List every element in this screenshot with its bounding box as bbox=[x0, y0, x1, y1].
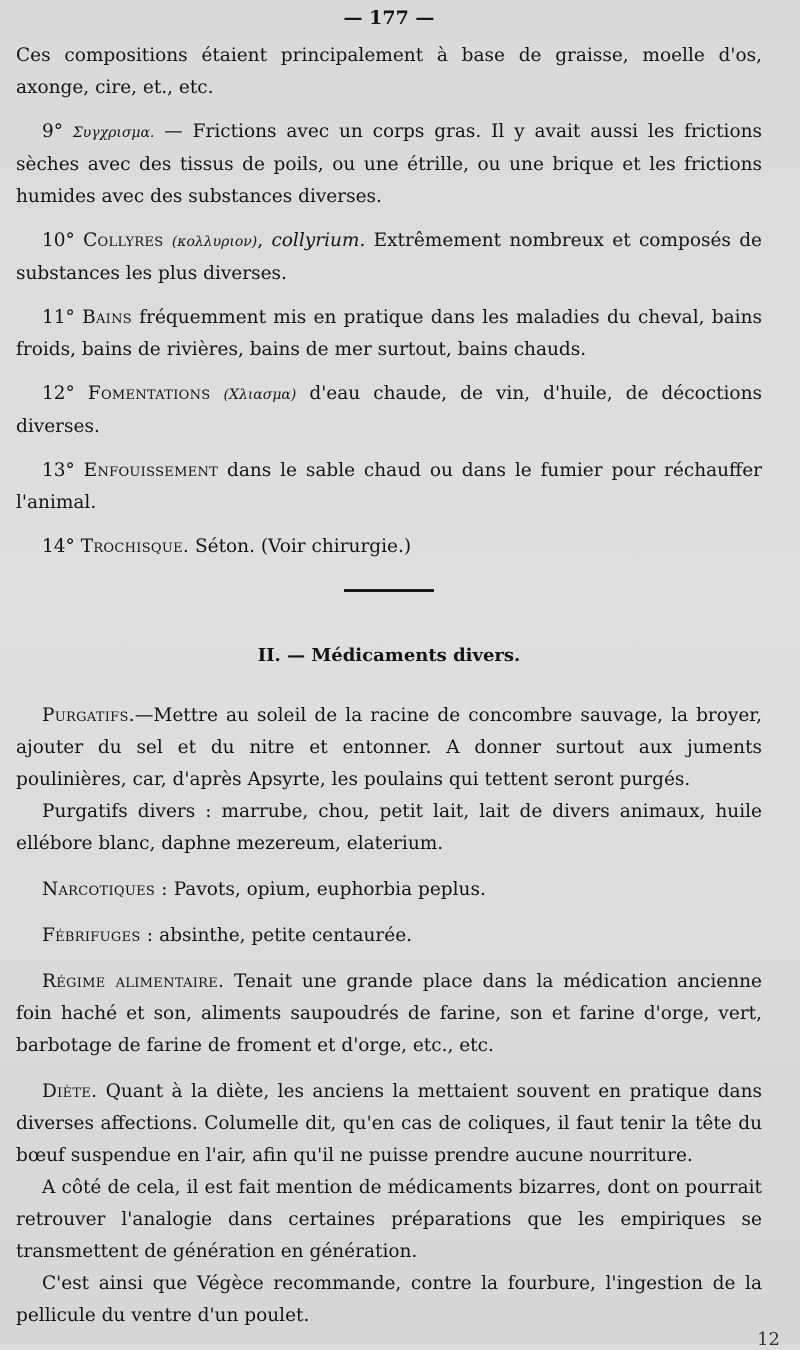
list-item bbox=[16, 116, 762, 213]
paragraph-vegece bbox=[16, 1268, 762, 1332]
item-number: 9° bbox=[42, 121, 64, 142]
paragraph-febrifuges bbox=[16, 920, 762, 952]
paragraph-term: Fébrifuges : bbox=[42, 925, 154, 946]
item-term: Bains bbox=[82, 307, 132, 328]
item-text: Séton. (Voir chirurgie.) bbox=[189, 536, 412, 557]
list-item bbox=[16, 455, 762, 519]
item-text: fréquemment mis en pratique dans les maladies du cheval, bains froids, bains de rivières, bains de mer surtout, bains chauds. bbox=[16, 307, 762, 360]
section-divider bbox=[344, 589, 434, 592]
paragraph-narcotiques bbox=[16, 874, 762, 906]
paragraph-term: Narcotiques : bbox=[42, 879, 168, 900]
paragraph-bizarres bbox=[16, 1172, 762, 1268]
paragraph-purgatifs bbox=[16, 700, 762, 796]
paragraph-term: Régime alimentaire. bbox=[42, 971, 225, 992]
item-number: 13° bbox=[42, 460, 75, 481]
paragraph-text: Quant à la diète, les anciens la mettaient souvent en pratique dans diverses affections. Columelle dit, qu'en cas de coliques, il faut tenir la tête du bœuf suspendue en l'air, afin qu'il ne puisse prendre aucune nourriture. bbox=[16, 1081, 762, 1166]
paragraph-text: absinthe, petite centaurée. bbox=[153, 925, 413, 946]
item-greek: (Χλιασμα) bbox=[223, 387, 297, 403]
item-text: d'eau chaude, de vin, d'huile, de décoctions diverses. bbox=[16, 383, 762, 437]
item-number: 14° bbox=[42, 536, 75, 557]
paragraph-term: Purgatifs. bbox=[42, 705, 135, 726]
intro-paragraph: Ces compositions étaient principalement à base de graisse, moelle d'os, axonge, cire, et., etc. bbox=[16, 45, 762, 98]
paragraph-text: —Mettre au soleil de la racine de concombre sauvage, la broyer, ajouter du sel et du nitre et entonner. A donner surtout aux juments poulinières, car, d'après Apsyrte, les poulains qui tettent seront purgés. bbox=[16, 705, 762, 790]
item-term: Trochisque. bbox=[80, 536, 190, 557]
list-item bbox=[16, 531, 762, 563]
list-item: 10° Collyres (κολλυριον), collyrium. Extrêmement nombreux et composés de substances les plus diverses. bbox=[16, 230, 762, 284]
paragraph-regime bbox=[16, 966, 762, 1062]
paragraph-purgatifs-divers bbox=[16, 796, 762, 860]
paragraph-text: A côté de cela, il est fait mention de médicaments bizarres, dont on pourrait retrouver l'analogie dans certaines préparations que les empiriques se transmettent de génération en génération. bbox=[16, 1177, 762, 1262]
paragraph-text: Pavots, opium, euphorbia peplus. bbox=[167, 879, 486, 900]
list-item bbox=[16, 378, 762, 443]
item-greek: (κολλυριον) bbox=[171, 234, 258, 250]
list-item bbox=[16, 302, 762, 366]
item-term: Enfouissement bbox=[83, 460, 219, 481]
paragraph-diete bbox=[16, 1076, 762, 1172]
item-text: dans le sable chaud ou dans le fumier pour réchauffer l'animal. bbox=[16, 460, 762, 513]
item-number: 12° bbox=[42, 383, 75, 404]
item-latin: collyrium. bbox=[271, 230, 366, 251]
page-number: — 177 — bbox=[343, 7, 435, 29]
item-text: Extrêmement nombreux et composés de substances les plus diverses. bbox=[16, 230, 762, 284]
item-number: 10° bbox=[42, 230, 75, 251]
section-title: II. — Médicaments divers. bbox=[257, 645, 521, 666]
paragraph-text: C'est ainsi que Végèce recommande, contre la fourbure, l'ingestion de la pellicule du ventre d'un poulet. bbox=[16, 1273, 762, 1326]
item-term: Συγχρισμα. bbox=[72, 125, 155, 141]
item-text: — Frictions avec un corps gras. Il y avait aussi les frictions sèches avec des tissus de poils, ou une étrille, ou une brique et les frictions humides avec des substances diverses. bbox=[16, 121, 762, 207]
paragraph-text: Tenait une grande place dans la médication ancienne foin haché et son, aliments saupoudrés de farine, son et farine d'orge, vert, barbotage de farine de froment et d'orge, etc., etc. bbox=[16, 971, 762, 1056]
item-term: Fomentations bbox=[87, 383, 211, 404]
item-term: Collyres bbox=[83, 230, 164, 251]
paragraph-text: Purgatifs divers : marrube, chou, petit lait, lait de divers animaux, huile ellébore blanc, daphne mezereum, elaterium. bbox=[16, 801, 762, 854]
next-page-fragment: 12 bbox=[757, 1329, 780, 1350]
item-number: 11° bbox=[42, 307, 75, 328]
paragraph-term: Diète. bbox=[42, 1081, 98, 1102]
